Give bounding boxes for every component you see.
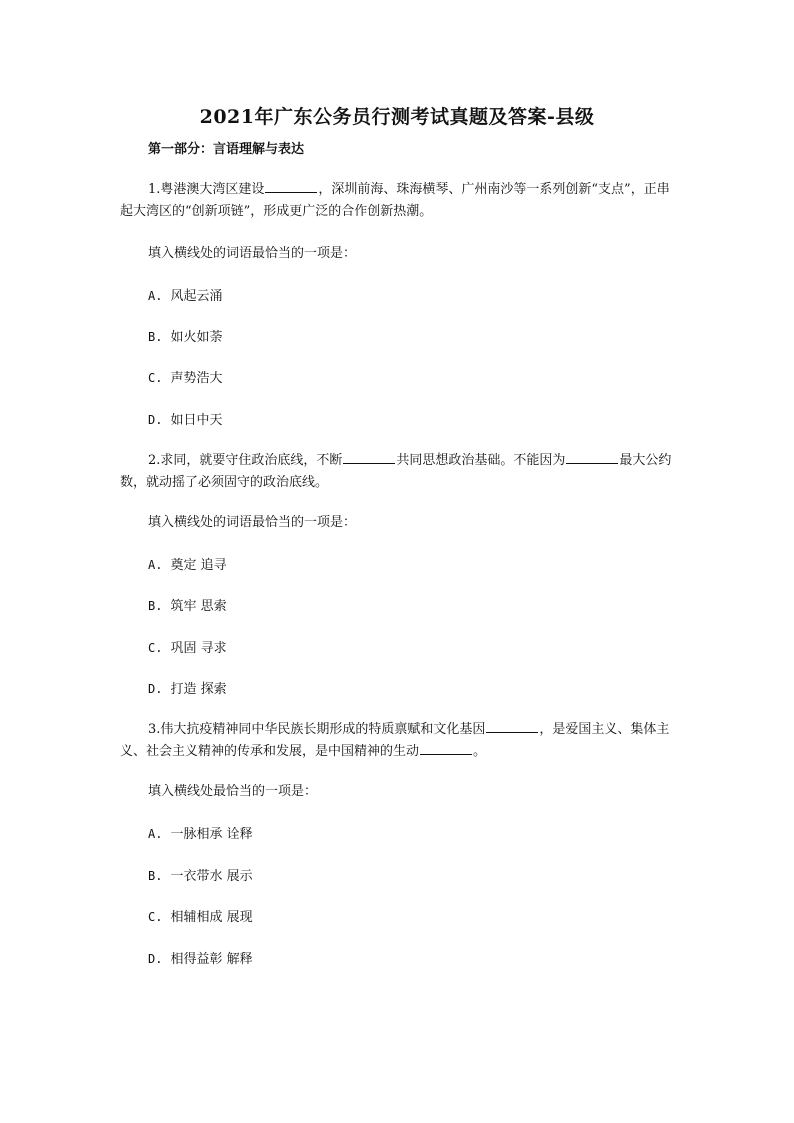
question-1-stem-part-2: ，深圳前海、珠海横琴、广州南沙等一系列创新“支点”，正串起大湾区的“创新项链”，形成更广泛的合作创新热潮。 xyxy=(120,182,670,219)
answer-blank xyxy=(420,742,472,755)
question-3-option-b xyxy=(148,866,253,887)
question-1-prompt: 填入横线处的词语最恰当的一项是： xyxy=(148,246,357,261)
option-letter: D. xyxy=(148,952,163,966)
option-text: 筑牢 思索 xyxy=(170,599,227,614)
question-3-stem-part-3: 。 xyxy=(473,744,487,759)
question-1-stem-part-1: 1.粤港澳大湾区建设 xyxy=(148,182,265,197)
option-text: 声势浩大 xyxy=(170,371,223,386)
option-letter: C. xyxy=(148,371,163,385)
question-3-prompt: 填入横线处最恰当的一项是： xyxy=(148,784,318,799)
question-3-stem-part-1: 3.伟大抗疫精神同中华民族长期形成的特质禀赋和文化基因 xyxy=(148,722,486,737)
option-text: 奠定 追寻 xyxy=(170,558,227,573)
answer-blank xyxy=(486,720,538,733)
option-letter: C. xyxy=(148,910,163,924)
option-text: 风起云涌 xyxy=(170,289,223,304)
question-3-stem-part-2: ，是爱国主义、集体主义、社会主义精神的传承和发展，是中国精神的生动 xyxy=(120,722,670,759)
question-3-option-c xyxy=(148,907,253,928)
option-text: 相得益彰 解释 xyxy=(170,952,253,967)
question-2-option-b xyxy=(148,596,227,617)
option-text: 相辅相成 展现 xyxy=(170,910,253,925)
answer-blank xyxy=(566,451,618,464)
option-text: 一衣带水 展示 xyxy=(170,869,253,884)
question-2-stem-part-2: 共同思想政治基础。不能因为 xyxy=(396,453,566,468)
option-letter: A. xyxy=(148,558,163,572)
option-letter: B. xyxy=(148,599,163,613)
answer-blank xyxy=(343,451,395,464)
option-letter: A. xyxy=(148,827,163,841)
option-text: 巩固 寻求 xyxy=(170,641,227,656)
question-1-option-a xyxy=(148,286,222,307)
question-2-option-a xyxy=(148,555,227,576)
question-1-stem xyxy=(120,179,680,223)
question-2-stem xyxy=(120,450,680,494)
question-1-option-d xyxy=(148,410,222,431)
option-letter: C. xyxy=(148,641,163,655)
question-3-option-d xyxy=(148,949,253,970)
option-text: 打造 探索 xyxy=(170,682,227,697)
question-1-option-b xyxy=(148,327,222,348)
option-text: 如火如荼 xyxy=(170,330,223,345)
question-3-option-a xyxy=(148,824,253,845)
document-title: 2021年广东公务员行测考试真题及答案-县级 xyxy=(199,106,595,128)
option-letter: D. xyxy=(148,682,163,696)
answer-blank xyxy=(265,180,317,193)
question-2-option-c xyxy=(148,638,227,659)
option-letter: B. xyxy=(148,869,163,883)
option-letter: A. xyxy=(148,289,163,303)
question-2-prompt: 填入横线处的词语最恰当的一项是： xyxy=(148,515,357,530)
question-2-stem-part-1: 2.求同，就要守住政治底线，不断 xyxy=(148,453,343,468)
option-text: 一脉相承 诠释 xyxy=(170,827,253,842)
option-letter: D. xyxy=(148,413,163,427)
option-letter: B. xyxy=(148,330,163,344)
question-3-stem xyxy=(120,719,680,763)
question-1-option-c xyxy=(148,368,222,389)
section-heading: 第一部分：言语理解与表达 xyxy=(148,142,305,157)
question-2-option-d xyxy=(148,679,227,700)
question-2-stem-part-3: 最大公约数，就动摇了必须固守的政治底线。 xyxy=(120,453,672,490)
option-text: 如日中天 xyxy=(170,413,223,428)
